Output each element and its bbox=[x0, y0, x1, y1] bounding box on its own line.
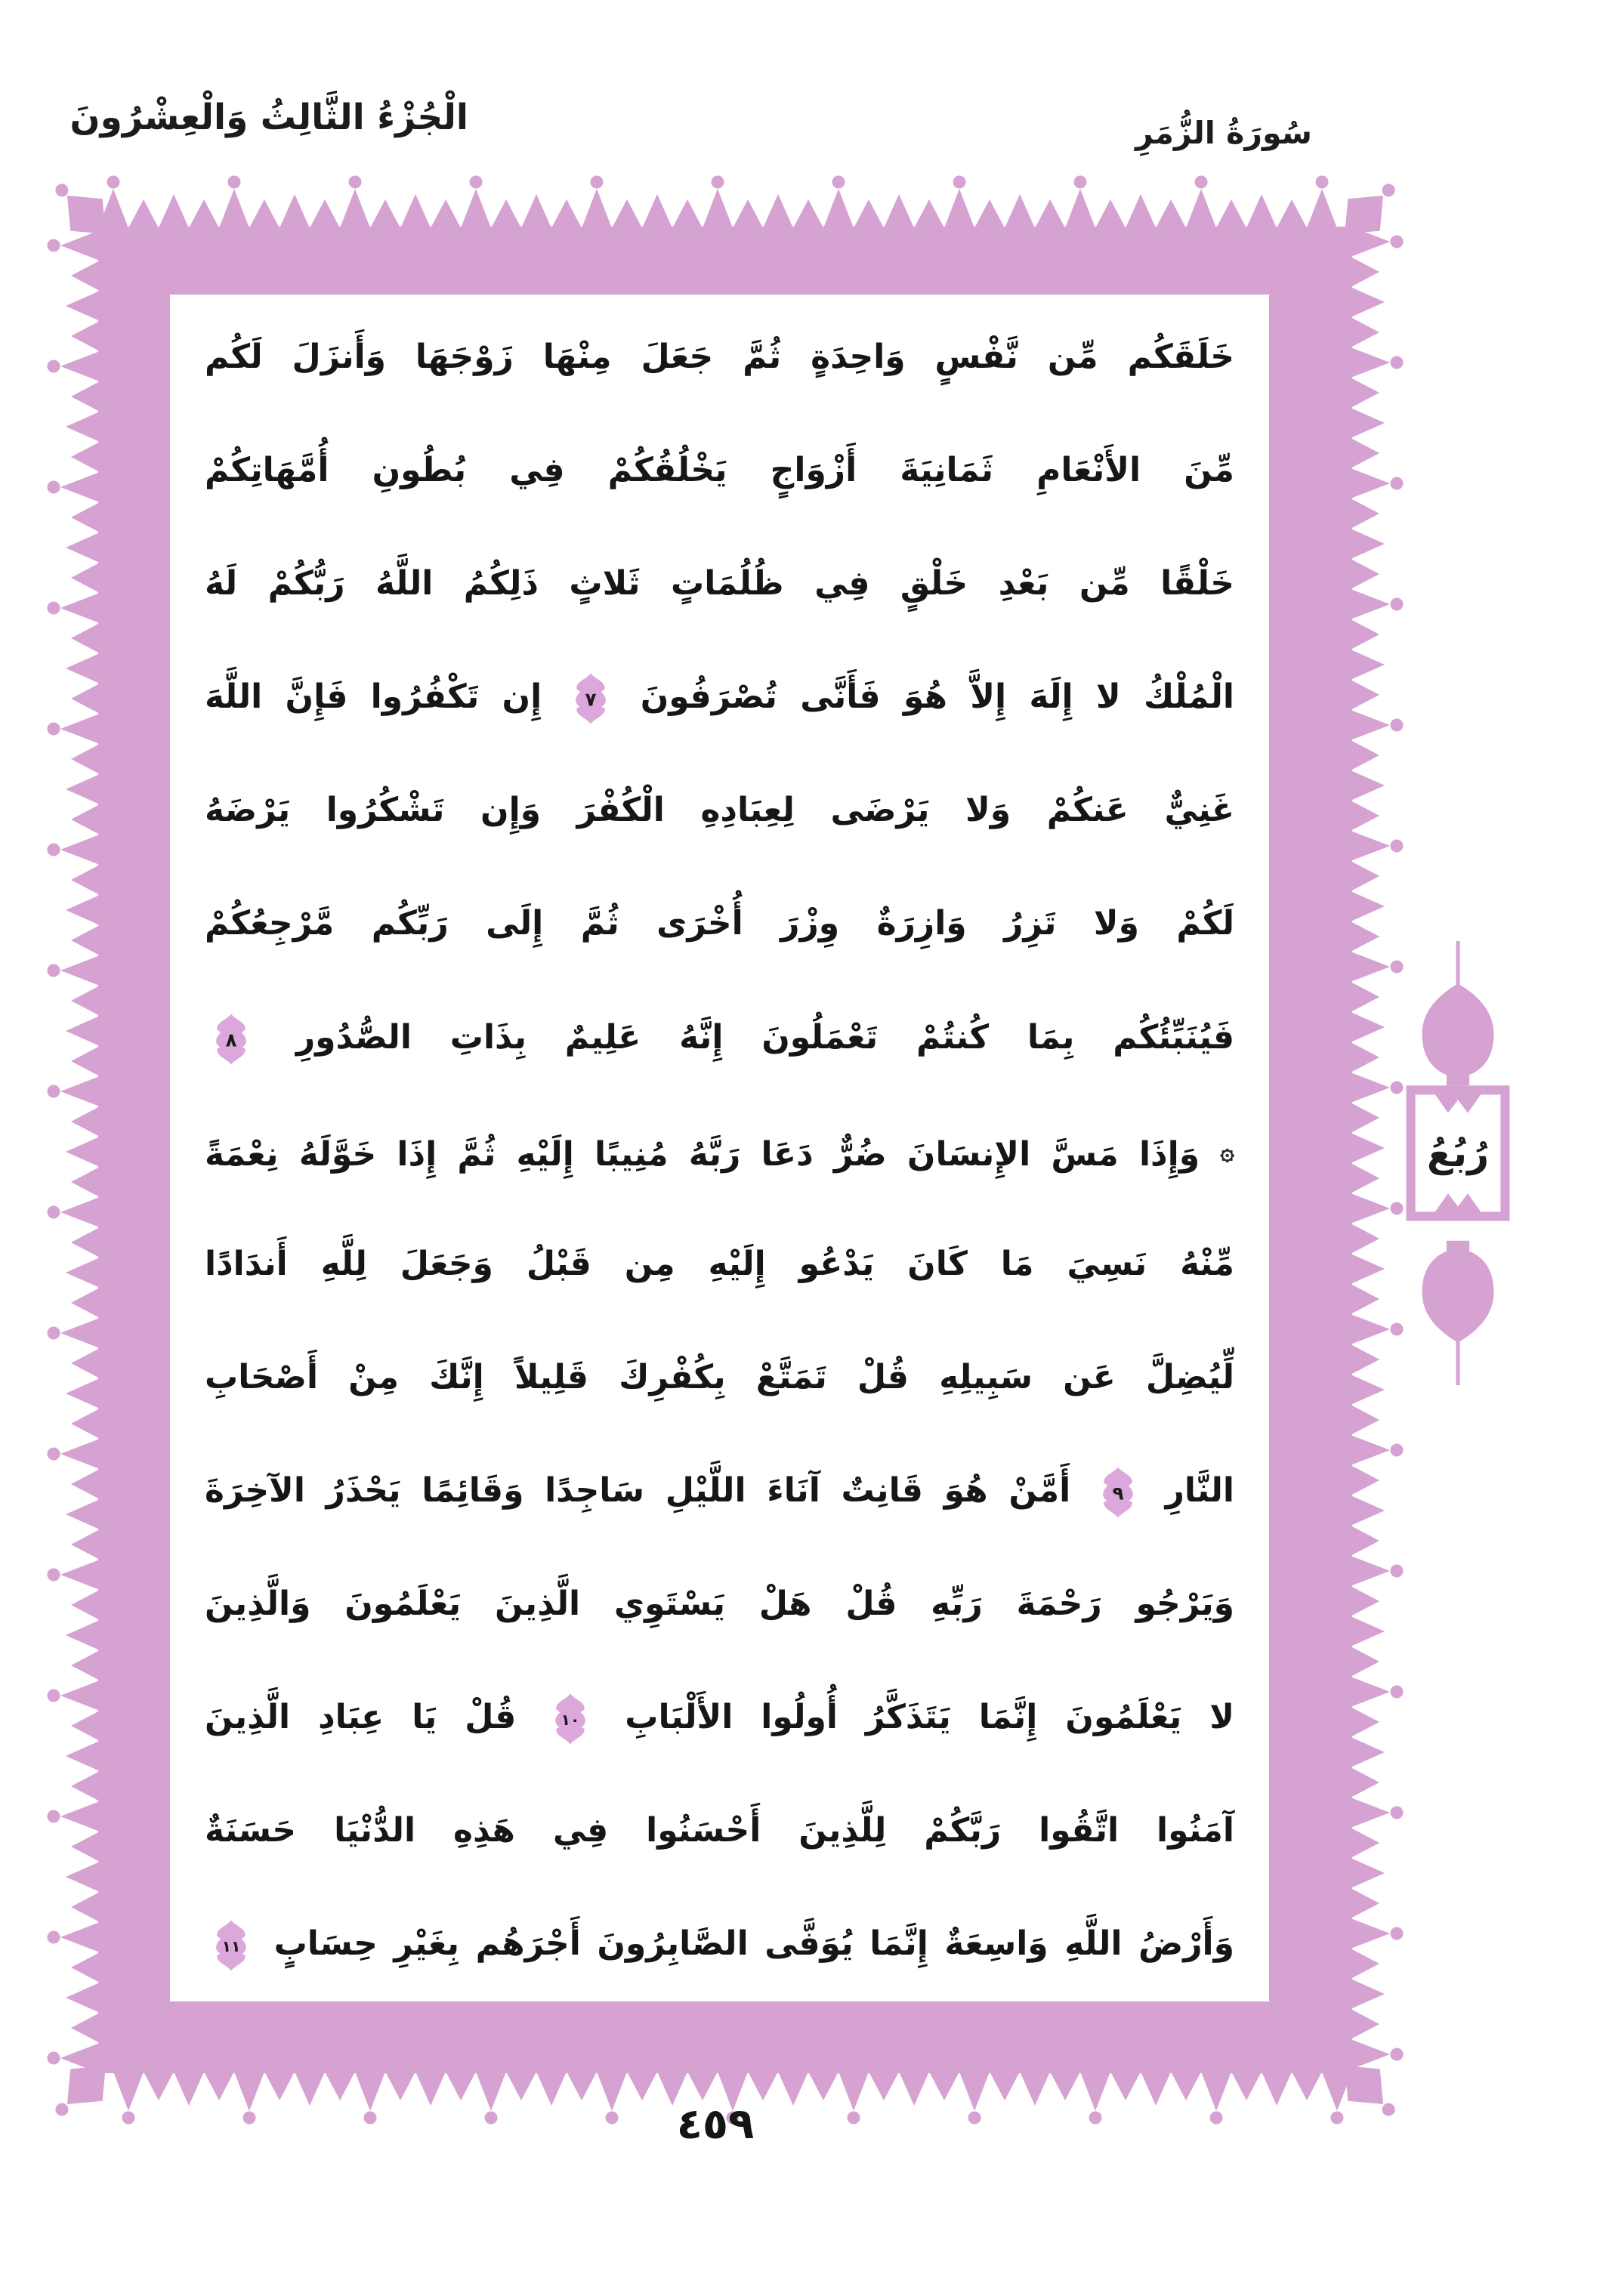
ornament-dome-top bbox=[1422, 983, 1494, 1085]
zigzag-border-right bbox=[1340, 227, 1404, 2073]
quran-line bbox=[205, 754, 1234, 867]
quran-line bbox=[205, 867, 1234, 980]
ayah-text: فَيُنَبِّئُكُم بِمَا كُنتُمْ تَعْمَلُونَ إِنَّهُ عَلِيمٌ بِذَاتِ الصُّدُورِ bbox=[295, 1017, 1234, 1057]
page-number: ٤٥٩ bbox=[676, 2100, 755, 2149]
quran-line bbox=[205, 414, 1234, 527]
ayah-text: آمَنُوا اتَّقُوا رَبَّكُمْ لِلَّذِينَ أَحْسَنُوا فِي هَذِهِ الدُّنْيَا حَسَنَةٌ bbox=[205, 1811, 1234, 1850]
ayah-text: لَكُمْ وَلا تَزِرُ وَازِرَةٌ وِزْرَ أُخْرَى ثُمَّ إِلَى رَبِّكُم مَّرْجِعُكُمْ bbox=[205, 904, 1234, 943]
ayah-text: غَنِيٌّ عَنكُمْ وَلا يَرْضَى لِعِبَادِهِ الْكُفْرَ وَإِن تَشْكُرُوا يَرْضَهُ bbox=[205, 791, 1234, 830]
ornament-stem-top bbox=[1456, 941, 1459, 988]
verse-end-marker bbox=[548, 1693, 592, 1745]
ornament-dome-bottom bbox=[1422, 1241, 1494, 1343]
ayah-text: وَإِذَا مَسَّ الإِنسَانَ ضُرٌّ دَعَا رَبَّهُ مُنِيبًا إِلَيْهِ ثُمَّ إِذَا خَوَّلَهُ نِعْمَةً bbox=[205, 1134, 1200, 1174]
zigzag-border-top bbox=[98, 176, 1352, 239]
quran-line bbox=[205, 640, 1234, 754]
quran-text-area bbox=[170, 296, 1269, 2001]
quran-line bbox=[205, 1094, 1234, 1208]
quran-line bbox=[205, 1548, 1234, 1661]
surah-header: سُورَةُ الزُّمَرِ bbox=[1135, 115, 1312, 151]
verse-number: ٧ bbox=[585, 688, 597, 711]
ayah-text: الْمُلْكُ لا إِلَهَ إِلاَّ هُوَ فَأَنَّى تُصْرَفُونَ bbox=[640, 677, 1234, 717]
quran-line bbox=[205, 1774, 1234, 1887]
verse-end-marker bbox=[209, 1013, 253, 1066]
ayah-text: لِّيُضِلَّ عَن سَبِيلِهِ قُلْ تَمَتَّعْ بِكُفْرِكَ قَلِيلاً إِنَّكَ مِنْ أَصْحَابِ bbox=[205, 1357, 1234, 1396]
quran-line bbox=[205, 981, 1234, 1094]
quran-line bbox=[205, 1434, 1234, 1548]
quran-line bbox=[205, 527, 1234, 640]
ayah-text: خَلَقَكُم مِّن نَّفْسٍ وَاحِدَةٍ ثُمَّ جَعَلَ مِنْهَا زَوْجَهَا وَأَنزَلَ لَكُم bbox=[205, 338, 1234, 376]
ayah-text: النَّارِ bbox=[1165, 1470, 1235, 1510]
rub-box-crown-bottom bbox=[1435, 1193, 1481, 1211]
ornament-stem-bottom bbox=[1456, 1338, 1459, 1385]
zigzag-border-left bbox=[48, 227, 111, 2073]
ayah-text: قُلْ يَا عِبَادِ الَّذِينَ bbox=[205, 1698, 517, 1737]
quran-line bbox=[205, 1661, 1234, 1774]
ayah-text: وَيَرْجُو رَحْمَةَ رَبِّهِ قُلْ هَلْ يَسْتَوِي الَّذِينَ يَعْلَمُونَ وَالَّذِينَ bbox=[205, 1585, 1234, 1624]
quran-line bbox=[205, 1321, 1234, 1434]
verse-end-marker bbox=[569, 672, 613, 725]
ayah-text: إِن تَكْفُرُوا فَإِنَّ اللَّهَ bbox=[205, 677, 542, 717]
rub-marker-label: رُبُعُ bbox=[1426, 1131, 1490, 1176]
quran-line bbox=[205, 1208, 1234, 1321]
ayah-text: مِّنَ الأَنْعَامِ ثَمَانِيَةَ أَزْوَاجٍ يَخْلُقُكُمْ فِي بُطُونِ أُمَّهَاتِكُمْ bbox=[205, 451, 1234, 490]
quran-line bbox=[205, 1887, 1234, 2001]
rub-box-crown-top bbox=[1435, 1094, 1481, 1113]
ayah-text: خَلْقًا مِّن بَعْدِ خَلْقٍ فِي ظُلُمَاتٍ ثَلاثٍ ذَلِكُمُ اللَّهُ رَبُّكُمْ لَهُ bbox=[205, 564, 1234, 603]
juz-header: الْجُزْءُ الثَّالِثُ وَالْعِشْرُونَ bbox=[69, 97, 468, 138]
ayah-text: لا يَعْلَمُونَ إِنَّمَا يَتَذَكَّرُ أُولُوا الأَلْبَابِ bbox=[625, 1698, 1235, 1737]
verse-end-marker bbox=[1096, 1466, 1140, 1519]
ayah-text: أَمَّنْ هُوَ قَانِتٌ آنَاءَ اللَّيْلِ سَاجِدًا وَقَائِمًا يَحْذَرُ الآخِرَةَ bbox=[205, 1470, 1071, 1510]
ayah-text: وَأَرْضُ اللَّهِ وَاسِعَةٌ إِنَّمَا يُوَفَّى الصَّابِرُونَ أَجْرَهُم بِغَيْرِ حِسَابٍ bbox=[273, 1924, 1234, 1964]
rub-hizb-ornament bbox=[1394, 941, 1521, 1385]
quran-line bbox=[205, 301, 1234, 414]
verse-number: ١٠ bbox=[561, 1711, 580, 1730]
verse-number: ١١ bbox=[221, 1937, 241, 1956]
rub-el-hizb-icon: ۞ bbox=[1220, 1136, 1234, 1165]
verse-number: ٨ bbox=[225, 1028, 237, 1051]
ayah-text: مِّنْهُ نَسِيَ مَا كَانَ يَدْعُو إِلَيْهِ مِن قَبْلُ وَجَعَلَ لِلَّهِ أَندَادًا bbox=[205, 1244, 1234, 1283]
verse-end-marker bbox=[209, 1919, 253, 1972]
verse-number: ٩ bbox=[1112, 1482, 1124, 1504]
